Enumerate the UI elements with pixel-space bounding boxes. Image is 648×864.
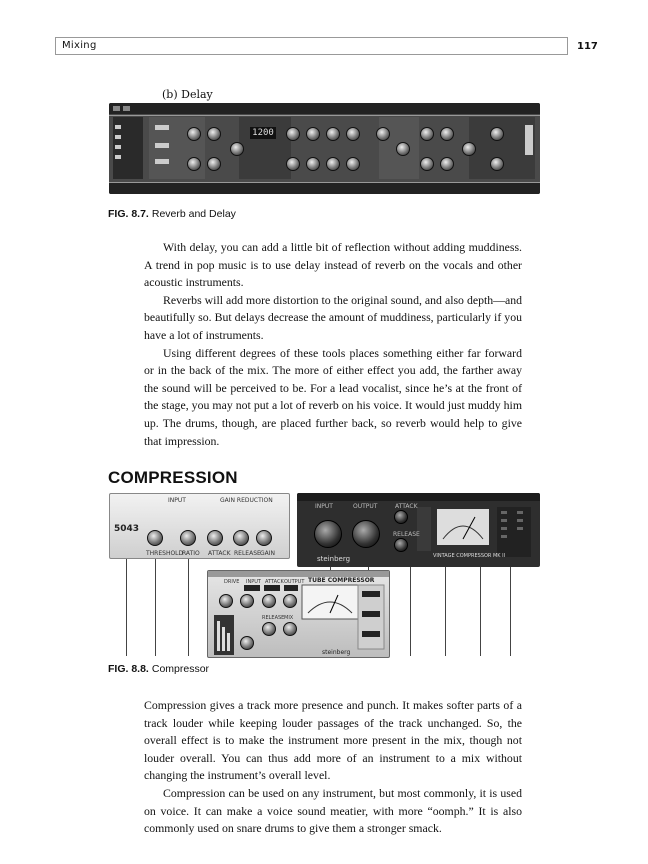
delay-knob bbox=[207, 157, 221, 171]
unit-label: RELEASE bbox=[234, 550, 261, 557]
delay-knob bbox=[490, 127, 504, 141]
unit-label: RELEASE bbox=[393, 531, 420, 538]
running-header bbox=[55, 37, 568, 55]
delay-knob bbox=[440, 127, 454, 141]
unit-label: INPUT bbox=[315, 503, 333, 510]
unit-label: ATTACK bbox=[265, 579, 284, 585]
figure-caption-text: Compressor bbox=[151, 663, 210, 675]
unit-title: TUBE COMPRESSOR bbox=[308, 577, 375, 584]
delay-knob bbox=[286, 157, 300, 171]
tube-compressor-image bbox=[207, 570, 390, 658]
unit-label: ATTACK bbox=[395, 503, 418, 510]
delay-knob bbox=[326, 157, 340, 171]
leader-line bbox=[410, 567, 411, 656]
input-knob bbox=[314, 520, 342, 548]
unit-name: VINTAGE COMPRESSOR MK II bbox=[433, 553, 506, 559]
unit-label: OUTPUT bbox=[284, 579, 305, 585]
mix-knob bbox=[283, 622, 297, 636]
delay-knob bbox=[420, 127, 434, 141]
unit-label: OUTPUT bbox=[353, 503, 378, 510]
brand-label: steinberg bbox=[317, 555, 351, 563]
leader-line bbox=[126, 559, 127, 656]
release-knob bbox=[262, 622, 276, 636]
figure-sublabel: (b) Delay bbox=[162, 88, 213, 101]
attack-knob bbox=[394, 510, 408, 524]
unit-label: RELEASE bbox=[262, 615, 285, 621]
leader-line bbox=[480, 567, 481, 656]
body-text-section-2 bbox=[144, 697, 522, 838]
page-number: 117 bbox=[577, 41, 598, 52]
release-knob bbox=[233, 530, 249, 546]
ratio-knob bbox=[180, 530, 196, 546]
leader-line bbox=[155, 559, 156, 656]
figure-caption-text: Reverb and Delay bbox=[151, 208, 236, 220]
delay-knob bbox=[230, 142, 244, 156]
figure-caption bbox=[108, 663, 209, 675]
unit-label: THRESHOLD bbox=[146, 550, 184, 557]
unit-label: GAIN REDUCTION bbox=[220, 497, 273, 504]
delay-knob bbox=[376, 127, 390, 141]
delay-knob bbox=[396, 142, 410, 156]
attack-knob bbox=[207, 530, 223, 546]
paragraph: Compression gives a track more presence and punch. It makes softer parts of a track louder while keeping louder passages of the track unchanged. So, the overall effect is to make the instrument more present in the mix, though not louder overall. You can thus add more of an instrument to a mix without changing the instrument’s overall level. bbox=[144, 698, 522, 783]
unit-label: MIX bbox=[284, 615, 294, 621]
unit-label: GAIN bbox=[260, 550, 276, 557]
delay-knob bbox=[326, 127, 340, 141]
body-text-section-1 bbox=[144, 239, 522, 450]
delay-knob bbox=[346, 127, 360, 141]
delay-knob bbox=[306, 157, 320, 171]
running-title: Mixing bbox=[62, 40, 97, 51]
paragraph: With delay, you can add a little bit of reflection without adding muddiness. A trend in pop music is to use delay instead of reverb on the vocals and other acoustic instruments. bbox=[144, 240, 522, 290]
section-heading: COMPRESSION bbox=[108, 468, 238, 487]
delay-time-display: 1200 bbox=[250, 127, 276, 139]
unit-label: INPUT bbox=[168, 497, 186, 504]
figure-number: FIG. 8.8. bbox=[108, 663, 149, 675]
delay-knob bbox=[306, 127, 320, 141]
brand-label: steinberg bbox=[322, 649, 351, 656]
output-knob bbox=[352, 520, 380, 548]
leader-line bbox=[445, 567, 446, 656]
paragraph: Reverbs will add more distortion to the original sound, and also depth—and beautifully so. But delays decrease the amount of muddiness, particularly if you have a lot of instruments. bbox=[144, 292, 522, 342]
tube-knob bbox=[240, 636, 254, 650]
release-knob bbox=[394, 538, 408, 552]
threshold-knob bbox=[147, 530, 163, 546]
leader-line bbox=[510, 567, 511, 656]
delay-knob bbox=[187, 127, 201, 141]
drive-knob bbox=[219, 594, 233, 608]
output-knob bbox=[283, 594, 297, 608]
paragraph: Compression can be used on any instrument, but most commonly, it is used on voice. It can make a voice sound meatier, with more “oomph.” It is also commonly used on snare drums to give them a stronger smack. bbox=[144, 785, 522, 836]
delay-knob bbox=[440, 157, 454, 171]
unit-label: DRIVE bbox=[224, 579, 240, 585]
paragraph: Using different degrees of these tools places something either far forward or in the back of the mix. The more of either effect you add, the farther away the sound will be perceived to be. For a lead vocalist, since he’s at the front of the stage, you may not put a lot of reverb on his voice. It would just muddy him up. The drums, though, are placed further back, so reverb would help to give that impression. bbox=[144, 345, 522, 448]
unit-model-number: 5043 bbox=[114, 524, 140, 534]
delay-knob bbox=[420, 157, 434, 171]
figure-number: FIG. 8.7. bbox=[108, 208, 149, 220]
delay-knob bbox=[187, 157, 201, 171]
delay-knob bbox=[207, 127, 221, 141]
delay-knob bbox=[346, 157, 360, 171]
delay-knob bbox=[286, 127, 300, 141]
compressor-5043-image bbox=[109, 493, 290, 559]
attack-knob bbox=[262, 594, 276, 608]
input-knob bbox=[240, 594, 254, 608]
gain-knob bbox=[256, 530, 272, 546]
delay-knob bbox=[462, 142, 476, 156]
unit-label: INPUT bbox=[246, 579, 261, 585]
unit-label: ATTACK bbox=[208, 550, 231, 557]
figure-caption bbox=[108, 208, 236, 220]
leader-line bbox=[188, 559, 189, 656]
unit-label: RATIO bbox=[182, 550, 200, 557]
delay-knob bbox=[490, 157, 504, 171]
